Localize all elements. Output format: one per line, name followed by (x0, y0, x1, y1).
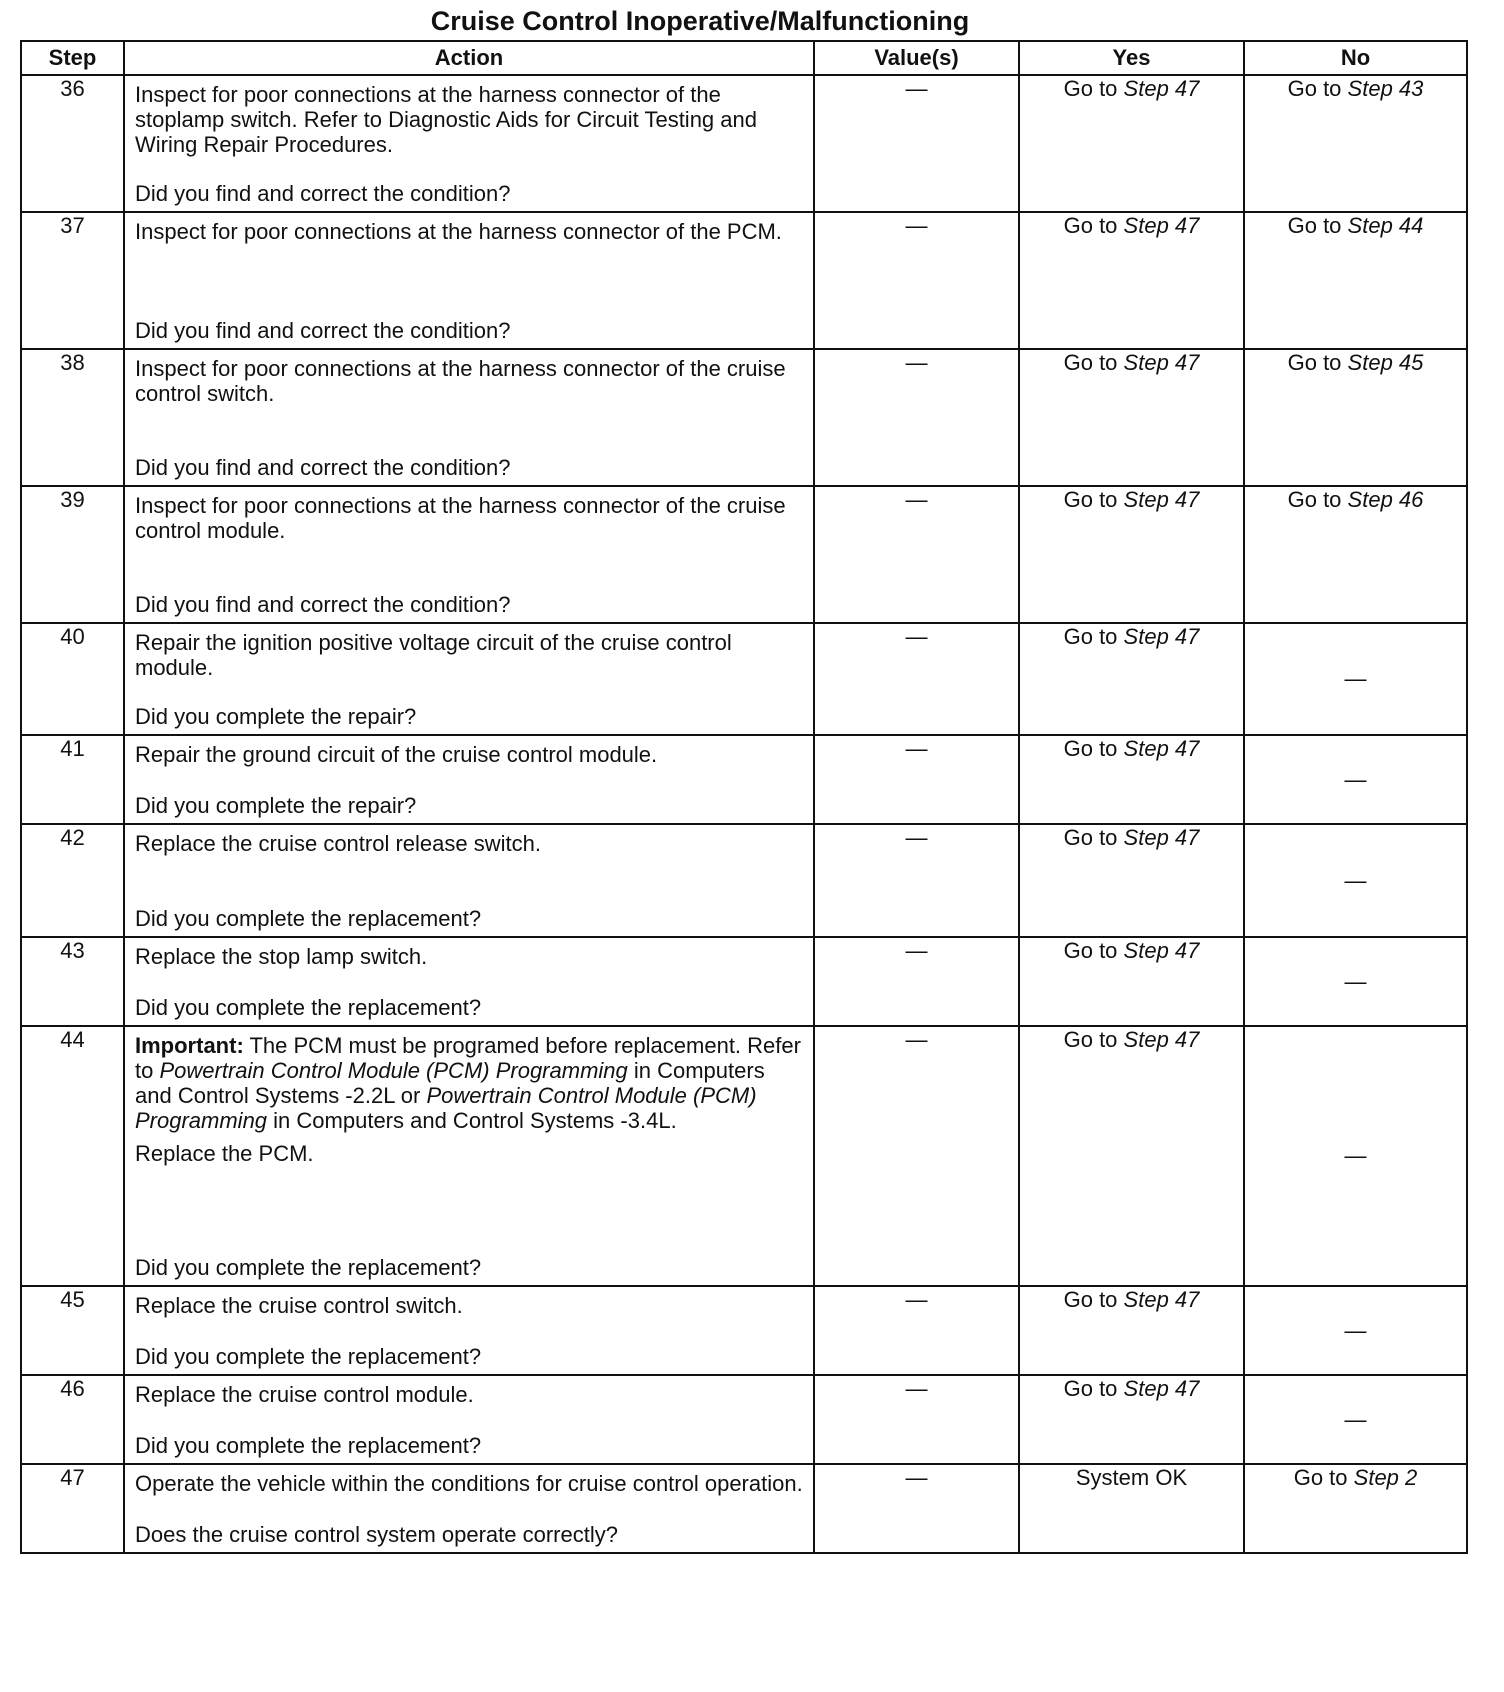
yes-cell: System OK (1019, 1464, 1244, 1553)
yes-step-link[interactable]: Step 47 (1123, 736, 1200, 761)
table-row-38 (21, 349, 1467, 486)
diagnostic-table (20, 40, 1468, 1554)
no-cell (1244, 349, 1467, 486)
no-cell (1244, 486, 1467, 623)
goto-label: Go to (1063, 213, 1118, 238)
action-question: Did you find and correct the condition? (135, 181, 511, 206)
goto-label: Go to (1063, 1027, 1118, 1052)
action-cell (124, 1026, 814, 1286)
action-cell (124, 75, 814, 212)
action-question: Did you complete the repair? (135, 793, 417, 818)
yes-step-link[interactable]: Step 47 (1123, 76, 1200, 101)
action-text: Replace the cruise control module. (135, 1382, 474, 1407)
step-number: 36 (21, 75, 124, 212)
action-text: Replace the PCM. (135, 1141, 314, 1166)
step-number: 37 (21, 212, 124, 349)
no-step-link[interactable]: Step 43 (1347, 76, 1424, 101)
no-cell: — (1244, 623, 1467, 735)
goto-label: Go to (1063, 624, 1118, 649)
action-cell (124, 486, 814, 623)
yes-step-link[interactable]: Step 47 (1123, 1027, 1200, 1052)
action-cell (124, 1464, 814, 1553)
yes-step-link[interactable]: Step 47 (1123, 1287, 1200, 1312)
yes-cell (1019, 937, 1244, 1026)
action-question: Did you complete the replacement? (135, 906, 482, 931)
action-question: Did you complete the replacement? (135, 1255, 482, 1280)
yes-cell (1019, 623, 1244, 735)
goto-label: Go to (1287, 487, 1342, 512)
goto-label: Go to (1063, 938, 1118, 963)
no-step-link[interactable]: Step 46 (1347, 487, 1424, 512)
action-text: Inspect for poor connections at the harness connector of the PCM. (135, 219, 782, 244)
action-cell (124, 1286, 814, 1375)
value-cell: — (814, 486, 1019, 623)
value-cell: — (814, 623, 1019, 735)
action-text: Replace the stop lamp switch. (135, 944, 428, 969)
yes-step-link[interactable]: Step 47 (1123, 825, 1200, 850)
step-number: 39 (21, 486, 124, 623)
goto-label: Go to (1063, 76, 1118, 101)
header-step: Step (21, 41, 124, 75)
action-text: Operate the vehicle within the conditions for cruise control operation. (135, 1471, 803, 1496)
header-action: Action (124, 41, 814, 75)
no-cell: — (1244, 824, 1467, 937)
table-row-46 (21, 1375, 1467, 1464)
no-step-link[interactable]: Step 44 (1347, 213, 1424, 238)
yes-step-link[interactable]: Step 47 (1123, 487, 1200, 512)
no-cell: — (1244, 735, 1467, 824)
action-text: Replace the cruise control release switch. (135, 831, 541, 856)
step-number: 42 (21, 824, 124, 937)
value-cell: — (814, 75, 1019, 212)
no-cell: — (1244, 937, 1467, 1026)
no-cell: — (1244, 1286, 1467, 1375)
step-number: 47 (21, 1464, 124, 1553)
header-row (21, 41, 1467, 75)
goto-label: Go to (1063, 1287, 1118, 1312)
table-row-41 (21, 735, 1467, 824)
step-number: 44 (21, 1026, 124, 1286)
yes-step-link[interactable]: Step 47 (1123, 213, 1200, 238)
step-number: 40 (21, 623, 124, 735)
no-cell: — (1244, 1026, 1467, 1286)
action-cell (124, 212, 814, 349)
table-row-44 (21, 1026, 1467, 1286)
action-cell (124, 824, 814, 937)
goto-label: Go to (1287, 213, 1342, 238)
value-cell: — (814, 1375, 1019, 1464)
action-cell (124, 735, 814, 824)
action-question: Did you find and correct the condition? (135, 318, 511, 343)
yes-cell (1019, 824, 1244, 937)
table-row-39 (21, 486, 1467, 623)
no-step-link[interactable]: Step 45 (1347, 350, 1424, 375)
action-question: Does the cruise control system operate correctly? (135, 1522, 618, 1547)
yes-cell (1019, 212, 1244, 349)
value-cell: — (814, 1026, 1019, 1286)
yes-cell (1019, 486, 1244, 623)
action-cell (124, 937, 814, 1026)
no-cell (1244, 212, 1467, 349)
yes-cell (1019, 1375, 1244, 1464)
yes-cell (1019, 735, 1244, 824)
no-cell (1244, 75, 1467, 212)
action-question: Did you complete the replacement? (135, 995, 482, 1020)
yes-cell (1019, 75, 1244, 212)
action-cell (124, 623, 814, 735)
action-question: Did you find and correct the condition? (135, 592, 511, 617)
step-number: 43 (21, 937, 124, 1026)
action-question: Did you complete the replacement? (135, 1433, 482, 1458)
goto-label: Go to (1063, 487, 1118, 512)
action-text: Inspect for poor connections at the harness connector of the stoplamp switch. Refer to Diagnostic Aids for Circuit Testing and Wiring Repair Procedures. (135, 82, 757, 157)
yes-cell (1019, 1026, 1244, 1286)
step-number: 45 (21, 1286, 124, 1375)
table-title: Cruise Control Inoperative/Malfunctioning (430, 6, 970, 36)
goto-label: Go to (1063, 736, 1118, 761)
important-label: Important: (135, 1033, 244, 1058)
yes-step-link[interactable]: Step 47 (1123, 938, 1200, 963)
value-cell: — (814, 937, 1019, 1026)
important-note: Important: The PCM must be programed before replacement. Refer to Powertrain Control Module (PCM) Programming in Computers and Control Systems -2.2L or Powertrain Control Module (PCM) Programming in Computers and Control Systems -3.4L. (135, 1033, 801, 1133)
action-text: Repair the ground circuit of the cruise control module. (135, 742, 658, 767)
yes-step-link[interactable]: Step 47 (1123, 1376, 1200, 1401)
header-values: Value(s) (814, 41, 1019, 75)
action-text: Replace the cruise control switch. (135, 1293, 463, 1318)
value-cell: — (814, 735, 1019, 824)
yes-step-link[interactable]: Step 47 (1123, 350, 1200, 375)
header-no: No (1244, 41, 1467, 75)
table-row-43 (21, 937, 1467, 1026)
action-text: Inspect for poor connections at the harness connector of the cruise control switch. (135, 356, 786, 406)
yes-step-link[interactable]: Step 47 (1123, 624, 1200, 649)
table-row-42 (21, 824, 1467, 937)
action-question: Did you find and correct the condition? (135, 455, 511, 480)
table-row-47 (21, 1464, 1467, 1553)
value-cell: — (814, 1464, 1019, 1553)
table-row-37 (21, 212, 1467, 349)
yes-cell (1019, 1286, 1244, 1375)
table-row-36 (21, 75, 1467, 212)
pcm-programming-link[interactable]: Powertrain Control Module (PCM) Programming (159, 1058, 628, 1083)
yes-cell (1019, 349, 1244, 486)
no-cell: — (1244, 1375, 1467, 1464)
action-text: Repair the ignition positive voltage circuit of the cruise control module. (135, 630, 732, 680)
goto-label: Go to (1293, 1465, 1348, 1490)
table-row-45 (21, 1286, 1467, 1375)
step-number: 38 (21, 349, 124, 486)
step-number: 41 (21, 735, 124, 824)
value-cell: — (814, 1286, 1019, 1375)
action-text: Inspect for poor connections at the harness connector of the cruise control module. (135, 493, 786, 543)
table-row-40 (21, 623, 1467, 735)
goto-label: Go to (1287, 350, 1342, 375)
step-number: 46 (21, 1375, 124, 1464)
value-cell: — (814, 824, 1019, 937)
goto-label: Go to (1063, 1376, 1118, 1401)
value-cell: — (814, 349, 1019, 486)
goto-label: Go to (1287, 76, 1342, 101)
action-cell (124, 349, 814, 486)
goto-label: Go to (1063, 350, 1118, 375)
header-yes: Yes (1019, 41, 1244, 75)
action-question: Did you complete the repair? (135, 704, 417, 729)
no-cell (1244, 1464, 1467, 1553)
no-step-link[interactable]: Step 2 (1353, 1465, 1418, 1490)
goto-label: Go to (1063, 825, 1118, 850)
action-cell (124, 1375, 814, 1464)
value-cell: — (814, 212, 1019, 349)
action-question: Did you complete the replacement? (135, 1344, 482, 1369)
pcm-programming-link[interactable]: Powertrain Control Module (PCM) Programming (135, 1083, 757, 1133)
